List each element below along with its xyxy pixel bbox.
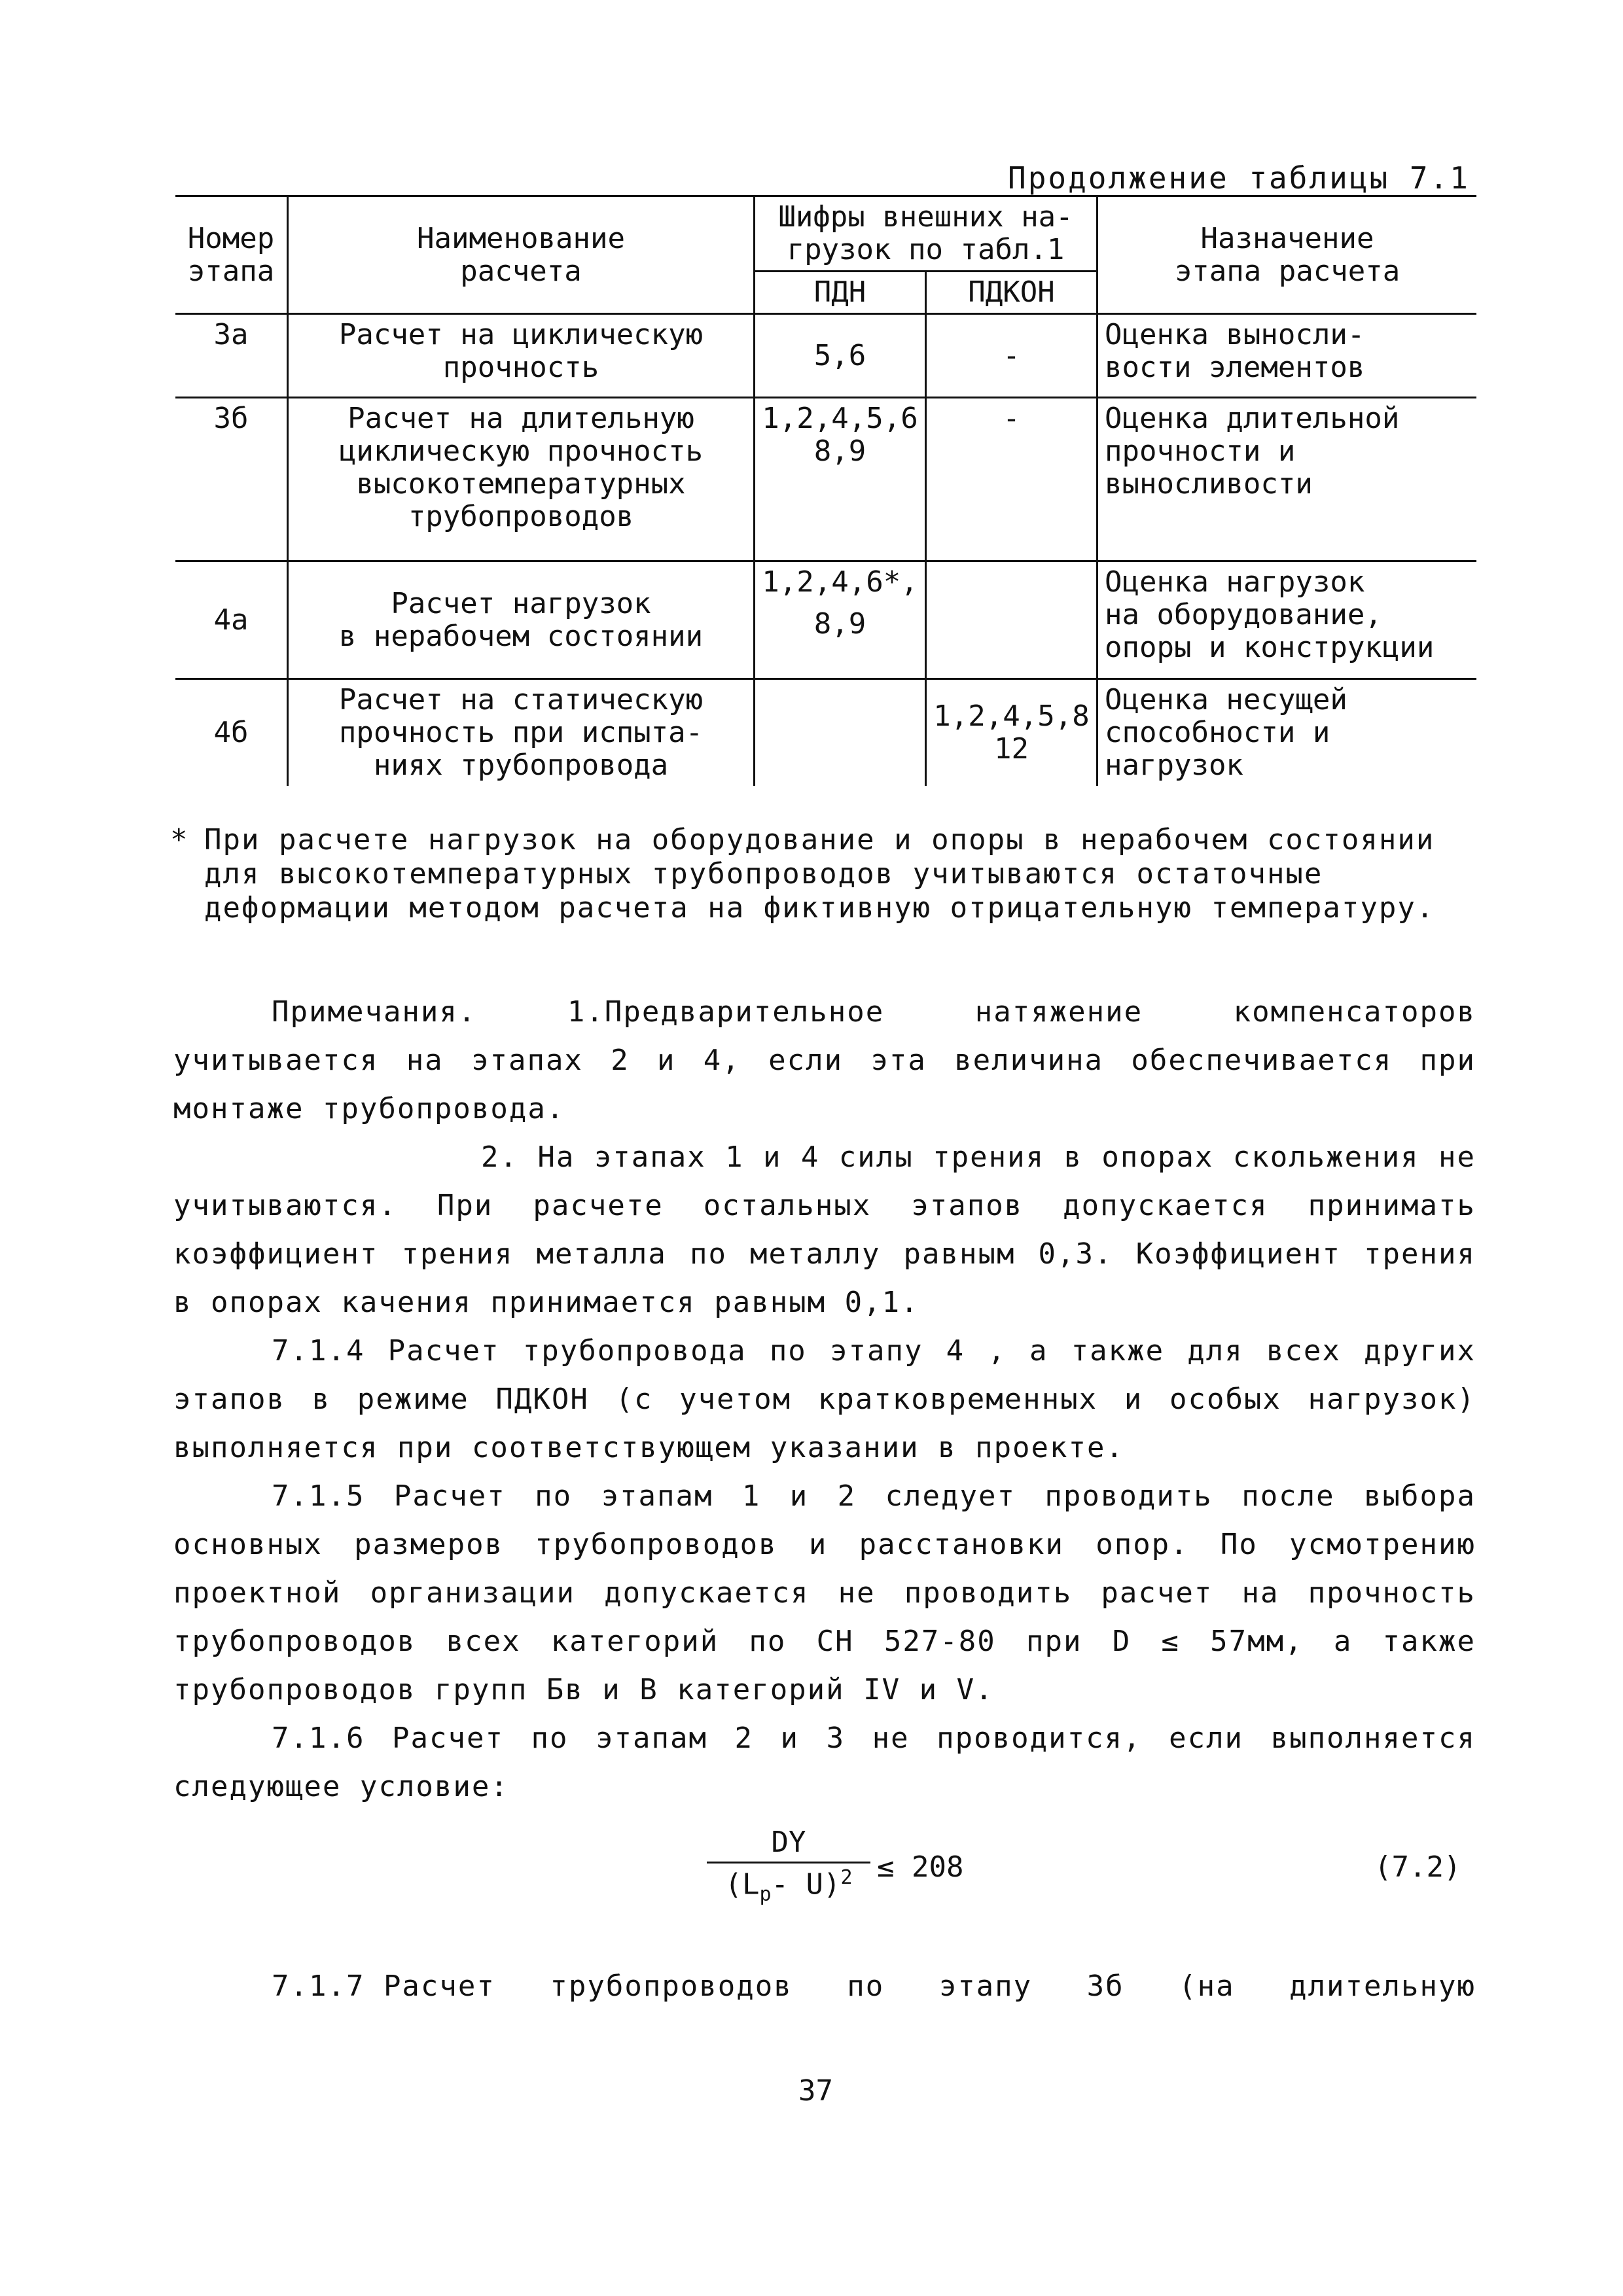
paragraph-7-1-5: 7.1.5 Расчет по этапам 1 и 2 следует проводить после выбора основных размеров трубопроводов и расстановки опор. По усмотрению проектной организации допускается не проводить расчет на прочность трубопроводов всех категорий по СН 527-80 при D ≤ 57мм, а также трубопроводов групп Бв и В категорий IV и V. xyxy=(173,1479,1476,1706)
table-row xyxy=(175,679,1476,786)
cell-pdn: 1,2,4,6*, 8,9 xyxy=(755,561,926,679)
table-footnote xyxy=(170,823,1472,925)
header-pdn: ПДН xyxy=(755,272,926,314)
cell-name: Расчет на циклическую прочность xyxy=(288,314,755,398)
word: трубопроводов xyxy=(550,1969,793,2003)
formula-fraction xyxy=(707,1826,870,1905)
cell-stage: 3б xyxy=(175,398,288,561)
header-name: Наименование расчета xyxy=(288,196,755,314)
cell-purpose: Оценка нагрузок на оборудование, опоры и конструкции xyxy=(1097,561,1477,679)
cell-pdkon xyxy=(926,561,1097,679)
stages-table xyxy=(175,195,1476,786)
cell-pdkon: 1,2,4,5,8 12 xyxy=(926,679,1097,786)
note-1: Примечания. 1.Предварительное натяжение компенсаторов учитывается на этапах 2 и 4, если эта величина обеспечивается при монтаже трубопровода. xyxy=(173,995,1476,1125)
cell-name: Расчет на статическую прочность при испыта- ниях трубопровода xyxy=(288,679,755,786)
formula-numerator: DY xyxy=(707,1826,870,1863)
cell-stage: 3а xyxy=(175,314,288,398)
cell-stage: 4б xyxy=(175,679,288,786)
table-row xyxy=(175,314,1476,398)
cell-pdn: 5,6 xyxy=(755,314,926,398)
paragraph-7-1-7-start xyxy=(272,1969,1476,2003)
cell-pdkon: - xyxy=(926,398,1097,561)
equation-number: (7.2) xyxy=(1374,1850,1461,1884)
formula-7-2 xyxy=(707,1826,1461,1911)
body-text xyxy=(173,988,1476,1811)
formula-denominator: ($L_p-$ U)$^2$ xyxy=(724,1866,853,1906)
footnote-mark: * xyxy=(170,823,189,857)
cell-pdn xyxy=(755,679,926,786)
cell-pdn: 1,2,4,5,6 8,9 xyxy=(755,398,926,561)
formula-comparison: ≤ 208 xyxy=(877,1850,964,1884)
cell-name: Расчет на длительную циклическую прочность высокотемпературных трубопроводов xyxy=(288,398,755,561)
cell-purpose: Оценка выносли- вости элементов xyxy=(1097,314,1477,398)
word: этапу xyxy=(938,1969,1033,2003)
cell-name: Расчет нагрузок в нерабочем состоянии xyxy=(288,561,755,679)
footnote-text: При расчете нагрузок на оборудование и опоры в нерабочем состоянии для высокотемпературных трубопроводов учитываются остаточные деформации методом расчета на фиктивную отрицательную температуру. xyxy=(204,823,1435,925)
page-number: 37 xyxy=(798,2074,833,2108)
word: по xyxy=(847,1969,885,2003)
paragraph-7-1-4: 7.1.4 Расчет трубопровода по этапу 4 , а также для всех других этапов в режиме ПДКОН (с учетом кратковременных и особых нагрузок) выполняется при соответствующем указании в проекте. xyxy=(173,1334,1476,1464)
header-pdkon: ПДКОН xyxy=(926,272,1097,314)
paragraph-7-1-6: 7.1.6 Расчет по этапам 2 и 3 не проводится, если выполняется следующее условие: xyxy=(173,1722,1476,1803)
header-purpose: Назначение этапа расчета xyxy=(1097,196,1477,314)
word: 7.1.7 Расчет xyxy=(272,1969,495,2003)
table-continuation-caption: Продолжение таблицы 7.1 xyxy=(1008,160,1470,196)
cell-purpose: Оценка несущей способности и нагрузок xyxy=(1097,679,1477,786)
header-load-codes: Шифры внешних на- грузок по табл.1 xyxy=(755,196,1097,272)
table-header-row xyxy=(175,196,1476,272)
cell-pdkon: - xyxy=(926,314,1097,398)
table-row xyxy=(175,561,1476,679)
note-2: 2. На этапах 1 и 4 силы трения в опорах скольжения не учитываются. При расчете остальных этапов допускается принимать коэффициент трения металла по металлу равным 0,3. Коэффициент трения в опорах качения принимается равным 0,1. xyxy=(173,1140,1476,1319)
header-stage: Номер этапа xyxy=(175,196,288,314)
table-row xyxy=(175,398,1476,561)
word: (на xyxy=(1179,1969,1235,2003)
cell-stage: 4а xyxy=(175,561,288,679)
cell-purpose: Оценка длительной прочности и выносливости xyxy=(1097,398,1477,561)
word: длительную xyxy=(1289,1969,1476,2003)
word: 3б xyxy=(1086,1969,1124,2003)
